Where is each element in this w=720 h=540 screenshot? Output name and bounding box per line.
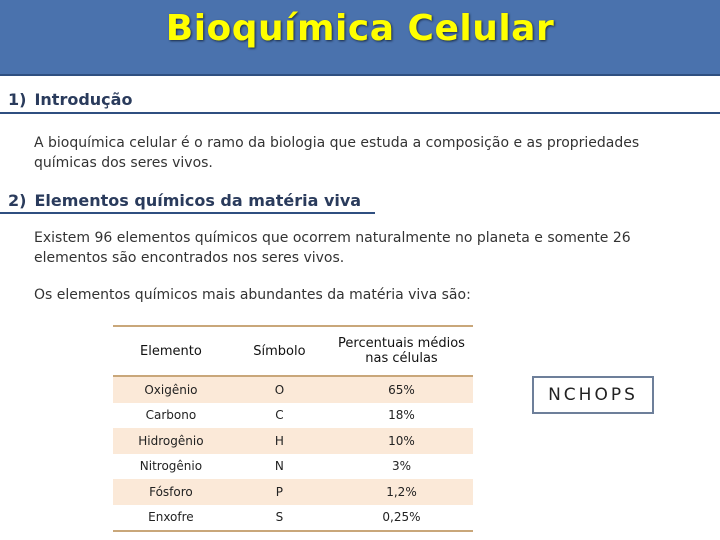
cell-elemento: Fósforo: [113, 479, 229, 505]
section-heading-elementos: [8, 191, 361, 210]
title-bar: [0, 0, 720, 76]
section-number: 2): [8, 191, 27, 210]
section-heading-introducao: [8, 90, 132, 109]
cell-elemento: Hidrogênio: [113, 428, 229, 454]
cell-simbolo: O: [229, 376, 330, 403]
cell-percentual: 1,2%: [330, 479, 473, 505]
table-row: [113, 479, 473, 505]
section-divider: [0, 212, 375, 214]
table-row: [113, 428, 473, 454]
cell-simbolo: S: [229, 505, 330, 532]
cell-simbolo: C: [275, 408, 284, 423]
table-header-row: [113, 326, 473, 376]
table-row: [113, 505, 473, 532]
cell-simbolo: N: [274, 459, 284, 474]
header-elemento: Elemento: [113, 326, 229, 376]
cell-elemento: Carbono: [145, 408, 197, 423]
cell-percentual: 65%: [330, 376, 473, 403]
cell-elemento: Nitrogênio: [139, 459, 203, 474]
header-simbolo: Símbolo: [229, 326, 330, 376]
elements-table: [113, 325, 473, 532]
cell-elemento: Oxigênio: [113, 376, 229, 403]
paragraph-elementos: Existem 96 elementos químicos que ocorrem naturalmente no planeta e somente 26 elementos são encontrados nos seres vivos.: [34, 230, 631, 266]
section-title: Elementos químicos da matéria viva: [34, 191, 362, 210]
paragraph-introducao: A bioquímica celular é o ramo da biologia que estuda a composição e as propriedades químicas dos seres vivos.: [34, 135, 640, 171]
page-title: Bioquímica Celular: [165, 8, 555, 49]
paragraph-abundantes: Os elementos químicos mais abundantes da matéria viva são:: [34, 287, 471, 303]
cell-percentual: 10%: [330, 428, 473, 454]
table-row: [113, 454, 473, 480]
section-number: 1): [8, 90, 27, 109]
section-title: Introdução: [34, 90, 133, 109]
section-divider: [0, 112, 720, 114]
table-row: [113, 403, 473, 429]
cell-percentual: 18%: [388, 408, 415, 423]
header-percentuais: Percentuais médios nas células: [330, 326, 473, 376]
cell-percentual: 0,25%: [330, 505, 473, 532]
mnemonic-box: NCHOPS: [532, 376, 654, 414]
cell-simbolo: P: [229, 479, 330, 505]
table-row: [113, 376, 473, 403]
cell-simbolo: H: [229, 428, 330, 454]
cell-elemento: Enxofre: [113, 505, 229, 532]
cell-percentual: 3%: [391, 459, 412, 474]
